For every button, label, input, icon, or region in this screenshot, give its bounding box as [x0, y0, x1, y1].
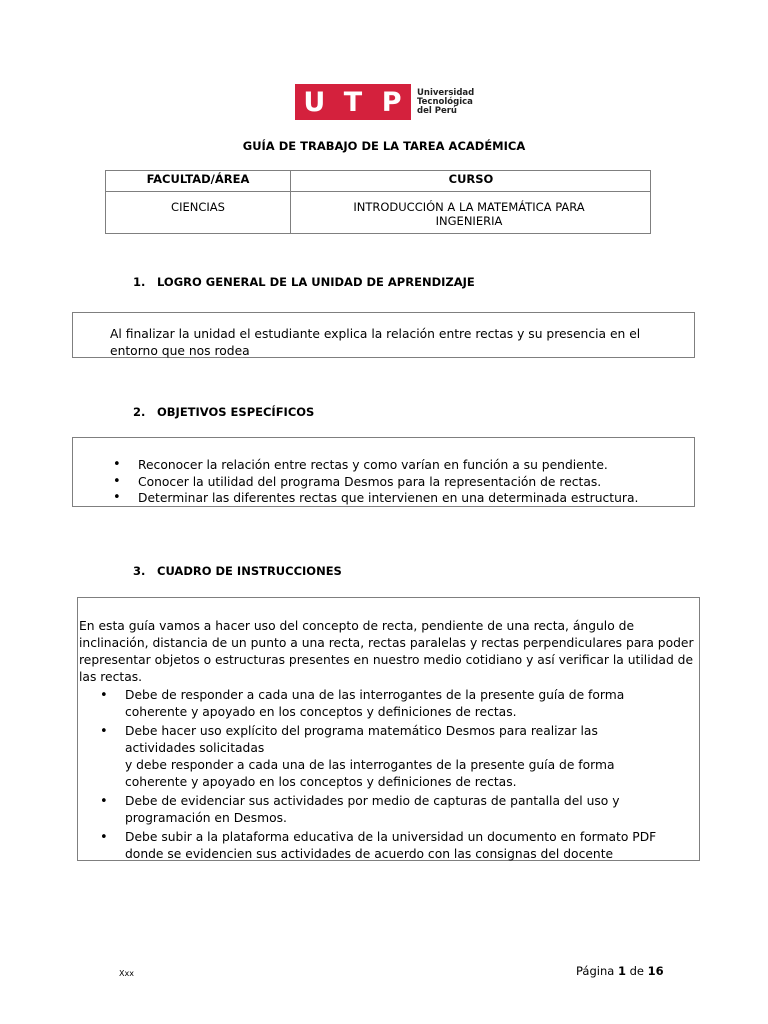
objective-text: Conocer la utilidad del programa Desmos para la representación de rectas. [138, 474, 602, 489]
bullet-icon: • [100, 688, 108, 703]
section-2-box [72, 437, 695, 507]
logo-university-name [417, 89, 474, 116]
footer-left-text: Xxx [119, 969, 134, 978]
section-1-box [72, 312, 695, 358]
section-1-heading [133, 275, 475, 289]
utp-logo [295, 84, 474, 120]
list-item [113, 490, 688, 507]
section-2-heading [133, 405, 314, 419]
table-cell-course: INTRODUCCIÓN A LA MATEMÁTICA PARA INGENIERIA [353, 200, 585, 228]
course-info-table [105, 170, 651, 234]
section-title: LOGRO GENERAL DE LA UNIDAD DE APRENDIZAJE [157, 275, 475, 289]
table-header-faculty: FACULTAD/ÁREA [146, 172, 250, 186]
list-item [100, 793, 670, 827]
section-number: 3. [133, 564, 146, 578]
instructions-list [100, 687, 670, 863]
section-title: CUADRO DE INSTRUCCIONES [157, 564, 342, 578]
objectives-list [113, 457, 688, 507]
list-item [100, 687, 670, 721]
table-cell-faculty: CIENCIAS [171, 200, 225, 214]
bullet-icon: • [100, 830, 108, 845]
bullet-icon: • [100, 724, 108, 739]
bullet-icon: • [113, 457, 121, 472]
instruction-text: Debe hacer uso explícito del programa matemático Desmos para realizar las actividades solicitadas [125, 724, 598, 755]
section-number: 1. [133, 275, 146, 289]
bullet-icon: • [100, 794, 108, 809]
instruction-text: Debe subir a la plataforma educativa de la universidad un documento en formato PDF donde se evidencien sus actividades de acuerdo con las consignas del docente [125, 830, 657, 861]
logo-letter-u: U [303, 86, 326, 118]
logo-letter-t: T [343, 86, 363, 118]
logo-text-line: Tecnológica [417, 96, 473, 107]
page-current: 1 [617, 964, 626, 978]
list-item [100, 723, 670, 757]
page-total: 16 [647, 964, 664, 978]
section-3-box [77, 597, 700, 861]
instruction-text: y debe responder a cada una de las interrogantes de la presente guía de forma coherente y apoyado en los conceptos y definiciones de rectas. [125, 758, 615, 789]
bullet-icon: • [113, 473, 121, 489]
logo-text-line: Universidad [417, 87, 475, 98]
utp-logo-mark [295, 84, 411, 120]
page-label: Página [576, 964, 615, 978]
list-item [113, 474, 688, 491]
section-number: 2. [133, 405, 146, 419]
objective-text: Determinar las diferentes rectas que intervienen en una determinada estructura. [138, 491, 639, 505]
list-item-continuation [100, 757, 670, 791]
general-achievement-text: Al finalizar la unidad el estudiante explica la relación entre rectas y su presencia en el entorno que nos rodea [110, 327, 641, 358]
list-item [113, 457, 688, 474]
instruction-text: Debe de evidenciar sus actividades por medio de capturas de pantalla del uso y programación en Desmos. [125, 794, 620, 825]
page-number [576, 964, 664, 978]
logo-text-line: del Perú [417, 105, 457, 116]
document-title: GUÍA DE TRABAJO DE LA TAREA ACADÉMICA [242, 139, 526, 153]
instructions-intro: En esta guía vamos a hacer uso del concepto de recta, pendiente de una recta, ángulo de inclinación, distancia de un punto a una recta, rectas paralelas y rectas perpendiculares para poder representar objetos o estructuras presentes en nuestro medio cotidiano y así verificar la utilidad de las rectas. [79, 619, 694, 684]
list-item [100, 829, 670, 863]
page-of: de [629, 964, 644, 978]
section-3-heading [133, 564, 342, 578]
bullet-icon: • [113, 490, 121, 505]
objective-text: Reconocer la relación entre rectas y como varían en función a su pendiente. [138, 458, 608, 472]
instruction-text: Debe de responder a cada una de las interrogantes de la presente guía de forma coherente y apoyado en los conceptos y definiciones de rectas. [125, 688, 625, 719]
logo-letter-p: P [381, 86, 402, 118]
table-header-course: CURSO [448, 172, 494, 186]
section-title: OBJETIVOS ESPECÍFICOS [157, 405, 315, 419]
